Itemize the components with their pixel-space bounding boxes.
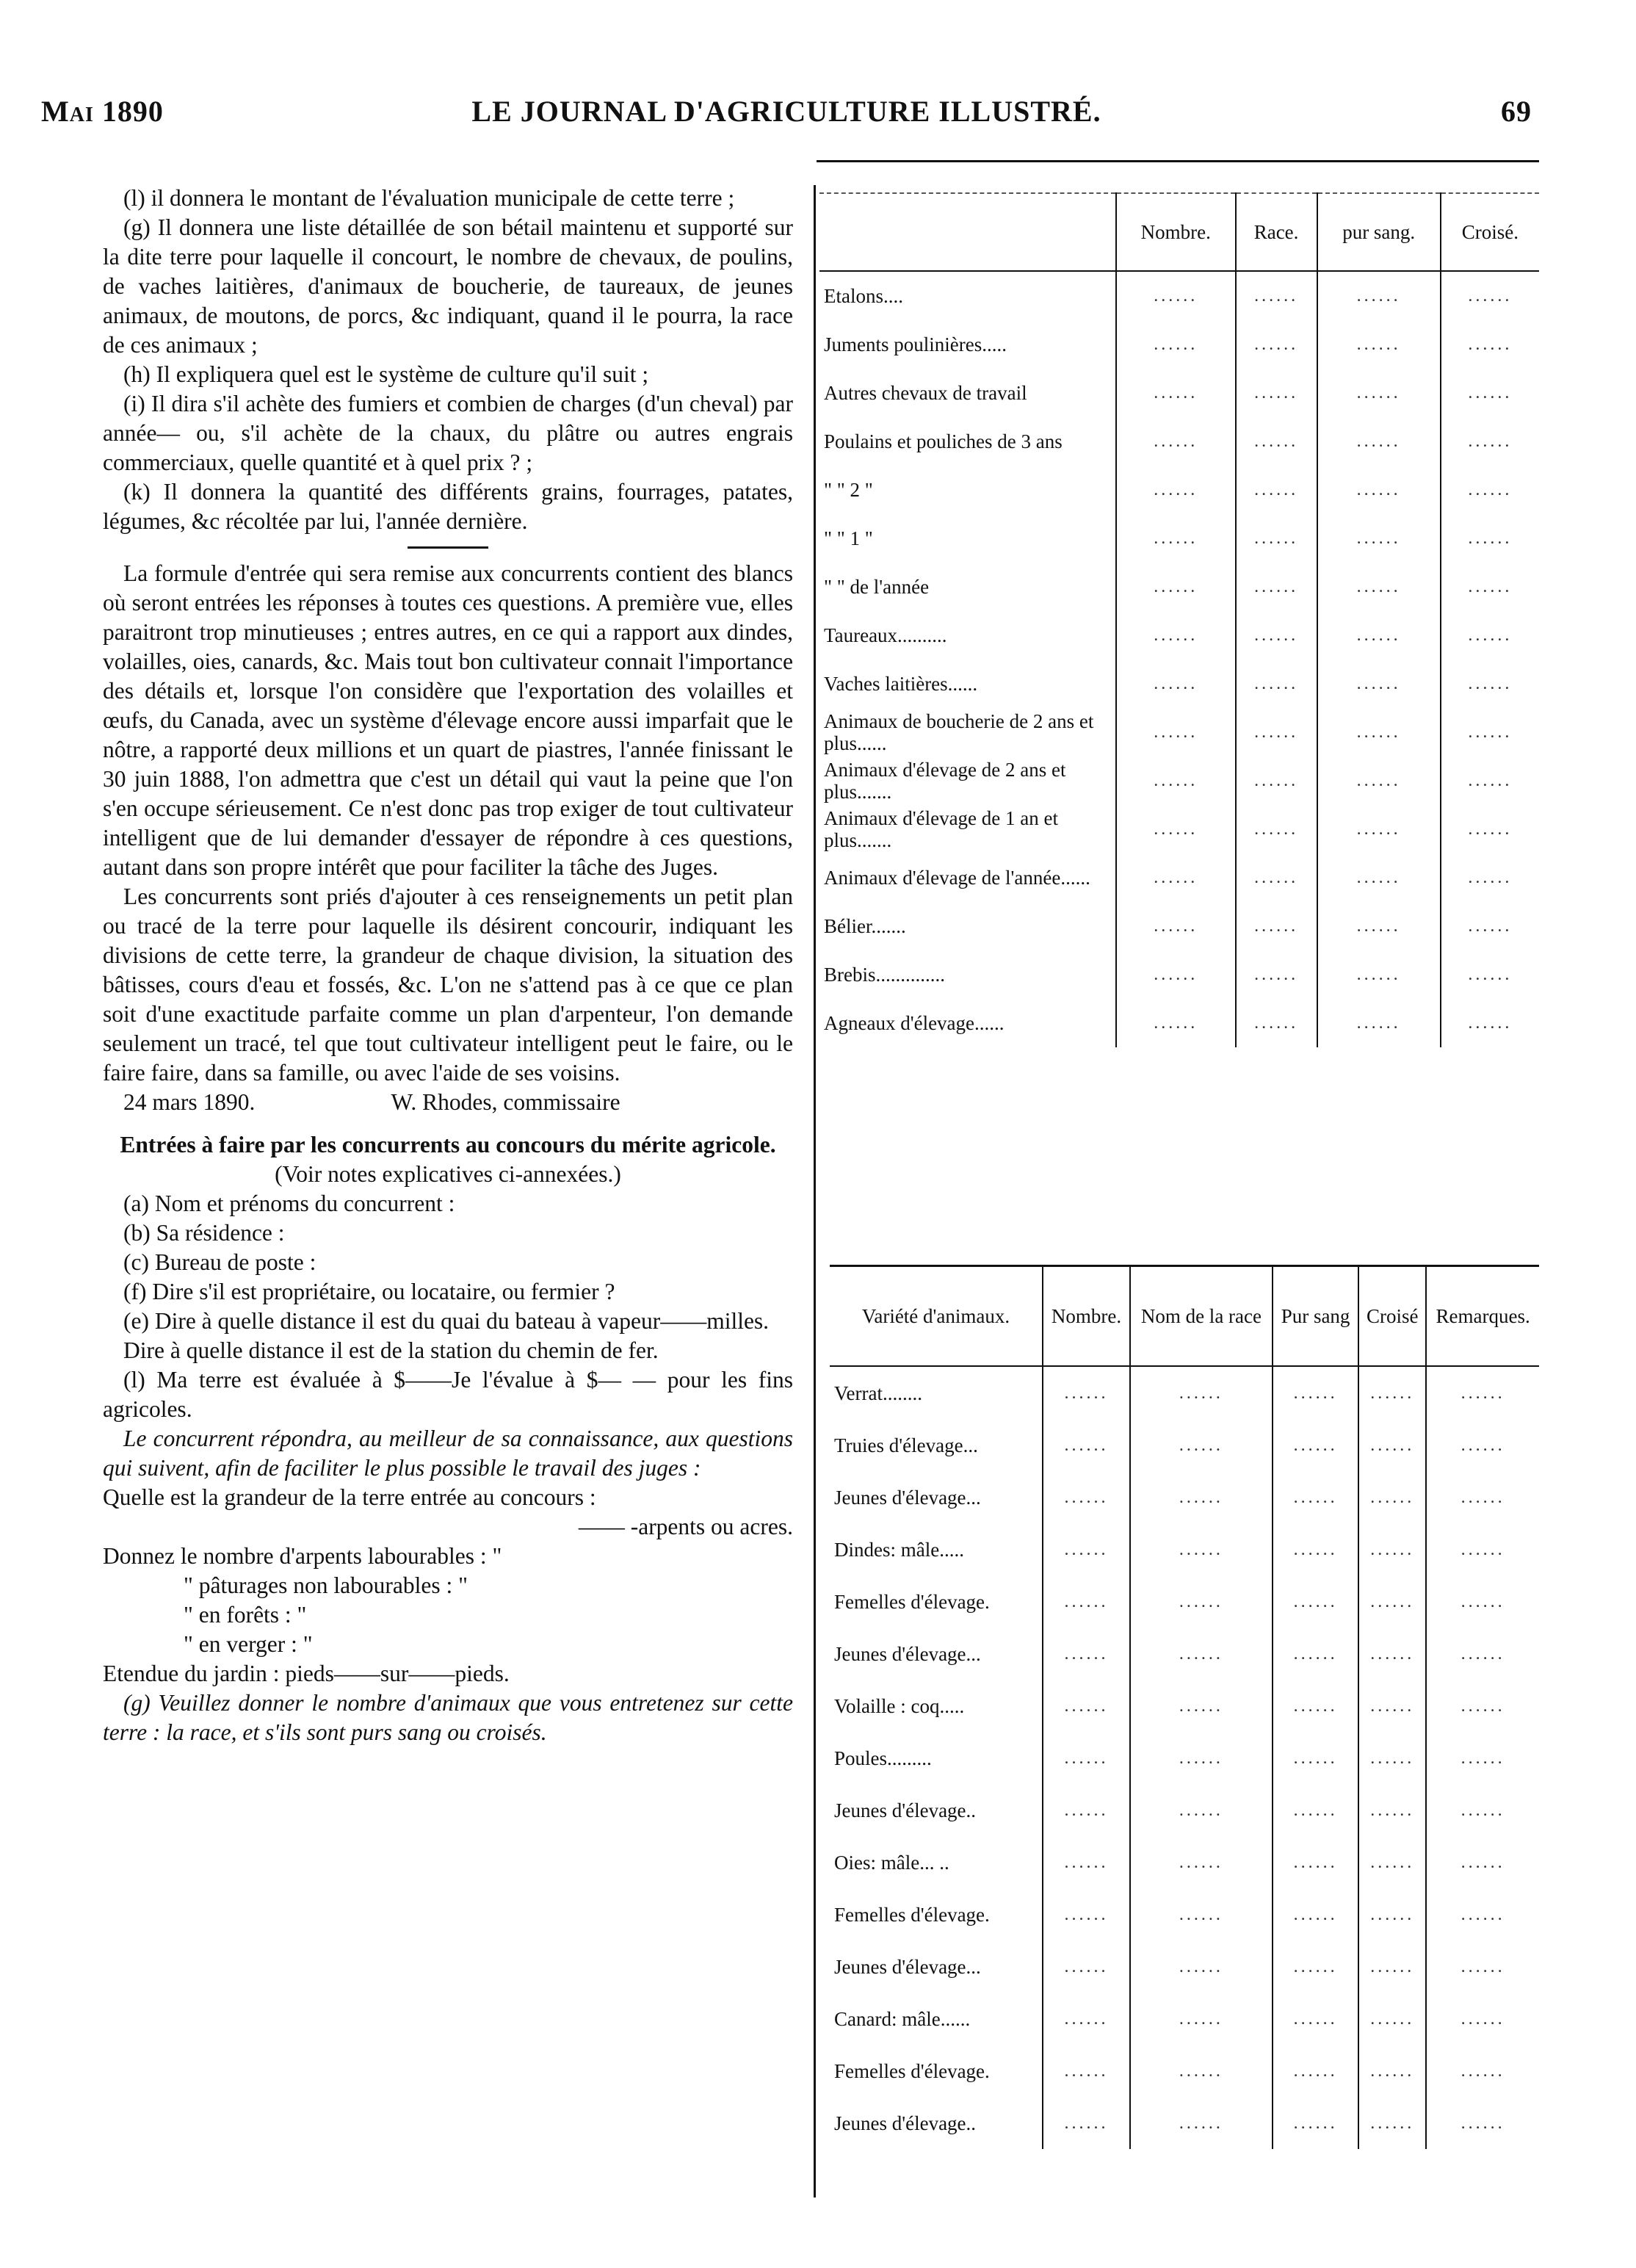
row-label: Jeunes d'élevage...: [834, 1955, 981, 1978]
entry-cell[interactable]: ......: [1441, 708, 1539, 756]
entry-cell[interactable]: ......: [1236, 320, 1317, 369]
entry-cell[interactable]: ......: [1273, 1993, 1358, 2045]
row-label: Volaille : coq.....: [834, 1694, 965, 1717]
signature-date: 24 mars 1890.: [123, 1089, 256, 1115]
arpents-line-1: Donnez le nombre d'arpents labourables : ": [103, 1543, 502, 1569]
table-row: [819, 320, 1539, 369]
land-answer: —— -arpents ou acres.: [578, 1514, 793, 1539]
entry-cell[interactable]: ......: [1317, 853, 1441, 902]
table-row: [819, 708, 1539, 756]
table-row: [830, 1993, 1539, 2045]
entry-cell[interactable]: ......: [1273, 1419, 1358, 1471]
table-row: [819, 611, 1539, 660]
entry-cell[interactable]: ......: [1317, 902, 1441, 950]
entry-cell[interactable]: ......: [1130, 1575, 1273, 1628]
entry-cell[interactable]: ......: [1116, 853, 1236, 902]
row-label: Canard: mâle......: [834, 2007, 971, 2030]
entry-cell[interactable]: ......: [1441, 417, 1539, 466]
entry-cell[interactable]: ......: [1358, 1784, 1426, 1836]
entry-cell[interactable]: ......: [1317, 369, 1441, 417]
entry-cell[interactable]: ......: [1130, 1628, 1273, 1680]
table-row: [830, 2097, 1539, 2149]
entry-cell[interactable]: ......: [1317, 320, 1441, 369]
entry-cell[interactable]: ......: [1317, 756, 1441, 805]
form-item-c: (c) Bureau de poste :: [123, 1249, 316, 1275]
entry-cell[interactable]: ......: [1043, 1471, 1130, 1523]
row-label: Poules.........: [834, 1747, 932, 1769]
entry-cell[interactable]: ......: [1358, 1732, 1426, 1784]
entry-cell[interactable]: ......: [1130, 1366, 1273, 1419]
page-header: [41, 94, 1532, 138]
entry-cell[interactable]: ......: [1441, 756, 1539, 805]
header-nombre: Nombre.: [1116, 193, 1236, 271]
entry-cell[interactable]: ......: [1426, 1419, 1539, 1471]
entry-cell[interactable]: ......: [1236, 563, 1317, 611]
entry-cell[interactable]: ......: [1236, 950, 1317, 999]
entry-cell[interactable]: ......: [1130, 1471, 1273, 1523]
row-label: Jeunes d'élevage..: [834, 2112, 977, 2134]
entry-cell[interactable]: ......: [1236, 805, 1317, 853]
entry-cell[interactable]: ......: [1317, 417, 1441, 466]
table-row: [819, 902, 1539, 950]
entry-cell[interactable]: ......: [1130, 1680, 1273, 1732]
row-label: Etalons....: [824, 285, 903, 307]
entry-cell[interactable]: ......: [1273, 1836, 1358, 1888]
row-label: Taureaux..........: [824, 624, 947, 646]
entry-cell[interactable]: ......: [1441, 805, 1539, 853]
entry-cell[interactable]: ......: [1426, 1940, 1539, 1993]
entry-cell[interactable]: ......: [1273, 2097, 1358, 2149]
horses-cattle-table: [819, 192, 1539, 1047]
entry-cell[interactable]: ......: [1317, 950, 1441, 999]
header-race: Race.: [1236, 193, 1317, 271]
table-row: [830, 1836, 1539, 1888]
table-header-row: [819, 193, 1539, 271]
entry-cell[interactable]: ......: [1441, 466, 1539, 514]
entry-cell[interactable]: ......: [1426, 1888, 1539, 1940]
header-croise: Croisé.: [1441, 193, 1539, 271]
entry-cell[interactable]: ......: [1236, 999, 1317, 1047]
table-header-row: [830, 1266, 1539, 1367]
entry-cell[interactable]: ......: [1130, 1888, 1273, 1940]
table-row: [830, 2045, 1539, 2097]
entry-cell[interactable]: ......: [1236, 369, 1317, 417]
column-divider: [814, 185, 816, 2197]
entry-cell[interactable]: ......: [1130, 1784, 1273, 1836]
entry-cell[interactable]: ......: [1116, 417, 1236, 466]
entry-cell[interactable]: ......: [1043, 1836, 1130, 1888]
row-label: Autres chevaux de travail: [824, 382, 1027, 404]
paragraph-k: (k) Il donnera la quantité des différents grains, fourrages, patates, légumes, &c récoltée par lui, l'année dernière.: [103, 479, 793, 534]
entry-cell[interactable]: ......: [1441, 320, 1539, 369]
entry-cell[interactable]: ......: [1130, 2097, 1273, 2149]
entry-cell[interactable]: ......: [1441, 369, 1539, 417]
form-item-e: (e) Dire à quelle distance il est du quai du bateau à vapeur——milles.: [123, 1308, 770, 1334]
entry-cell[interactable]: ......: [1273, 1940, 1358, 1993]
entry-cell[interactable]: ......: [1358, 1628, 1426, 1680]
form-title: Entrées à faire par les concurrents au concours du mérite agricole.: [120, 1132, 776, 1158]
entry-cell[interactable]: ......: [1273, 1628, 1358, 1680]
entry-cell[interactable]: ......: [1236, 902, 1317, 950]
entry-cell[interactable]: ......: [1043, 1940, 1130, 1993]
entry-cell[interactable]: ......: [1426, 1732, 1539, 1784]
table-row: [819, 660, 1539, 708]
entry-cell[interactable]: ......: [1130, 2045, 1273, 2097]
entry-cell[interactable]: ......: [1130, 1836, 1273, 1888]
row-label: Jeunes d'élevage...: [834, 1486, 981, 1509]
table-row: [830, 1628, 1539, 1680]
entry-cell[interactable]: ......: [1317, 466, 1441, 514]
entry-cell[interactable]: ......: [1116, 902, 1236, 950]
entry-cell[interactable]: ......: [1043, 1366, 1130, 1419]
arpents-line-3: " en forêts : ": [184, 1602, 307, 1628]
table-row: [819, 369, 1539, 417]
table-row: [830, 1680, 1539, 1732]
entry-cell[interactable]: ......: [1426, 2097, 1539, 2149]
entry-cell[interactable]: ......: [1426, 1523, 1539, 1575]
arpents-line-2: " pâturages non labourables : ": [184, 1572, 468, 1598]
header-pur-sang: pur sang.: [1317, 193, 1441, 271]
entry-cell[interactable]: ......: [1130, 1993, 1273, 2045]
header-pur-sang: Pur sang: [1273, 1266, 1358, 1367]
entry-cell[interactable]: ......: [1358, 1680, 1426, 1732]
left-column: [103, 184, 793, 1747]
entry-cell[interactable]: ......: [1317, 660, 1441, 708]
entry-cell[interactable]: ......: [1130, 1940, 1273, 1993]
entry-cell[interactable]: ......: [1043, 1523, 1130, 1575]
entry-cell[interactable]: ......: [1236, 611, 1317, 660]
form-note: (Voir notes explicatives ci-annexées.): [275, 1161, 621, 1187]
row-label: Bélier.......: [824, 915, 906, 937]
table-row: [819, 417, 1539, 466]
entry-cell[interactable]: ......: [1358, 2045, 1426, 2097]
entry-cell[interactable]: ......: [1358, 2097, 1426, 2149]
entry-cell[interactable]: ......: [1441, 660, 1539, 708]
paragraph-g: (g) Il donnera une liste détaillée de son bétail maintenu et supporté sur la dite terre pour laquelle il concourt, le nombre de chevaux, de poulins, de vaches laitières, d'animaux de boucherie, de taureaux, de jeunes animaux, de moutons, de porcs, &c indiquant, quand il le pourra, la race de ces animaux ;: [103, 214, 793, 358]
entry-cell[interactable]: ......: [1043, 1732, 1130, 1784]
entry-cell[interactable]: ......: [1116, 756, 1236, 805]
journal-title: LE JOURNAL D'AGRICULTURE ILLUSTRÉ.: [471, 95, 1101, 128]
entry-cell[interactable]: ......: [1116, 563, 1236, 611]
entry-cell[interactable]: ......: [1426, 1993, 1539, 2045]
entry-cell[interactable]: ......: [1116, 708, 1236, 756]
header-variete: Variété d'animaux.: [830, 1266, 1043, 1367]
entry-cell[interactable]: ......: [1236, 514, 1317, 563]
entry-cell[interactable]: ......: [1043, 1419, 1130, 1471]
entry-cell[interactable]: ......: [1358, 1366, 1426, 1419]
form-item-f: (f) Dire s'il est propriétaire, ou locataire, ou fermier ?: [123, 1279, 615, 1304]
entry-cell[interactable]: ......: [1358, 1419, 1426, 1471]
entry-cell[interactable]: ......: [1043, 1680, 1130, 1732]
entry-cell[interactable]: ......: [1358, 1575, 1426, 1628]
table-row: [830, 1888, 1539, 1940]
land-question: Quelle est la grandeur de la terre entrée au concours :: [103, 1484, 596, 1510]
row-label: Animaux d'élevage de 2 ans et plus.......: [824, 759, 1066, 803]
entry-cell[interactable]: ......: [1236, 271, 1317, 320]
table-row: [819, 563, 1539, 611]
header-remarques: Remarques.: [1426, 1266, 1539, 1367]
signature-name: W. Rhodes, commissaire: [391, 1089, 620, 1115]
row-label: Brebis..............: [824, 964, 945, 986]
paragraph-i: (i) Il dira s'il achète des fumiers et combien de charges (d'un cheval) par année— ou, s'il achète de la chaux, du plâtre ou autres engrais commerciaux, quelle quantité et à quel prix ? ;: [103, 391, 793, 475]
row-label: Truies d'élevage...: [834, 1434, 978, 1456]
entry-cell[interactable]: ......: [1236, 466, 1317, 514]
row-label: " " de l'année: [824, 576, 930, 598]
header-rule: [817, 160, 1539, 162]
header-croise: Croisé: [1358, 1266, 1426, 1367]
table-row: [830, 1523, 1539, 1575]
row-label: Dindes: mâle.....: [834, 1538, 964, 1561]
row-label: Animaux d'élevage de l'année......: [824, 867, 1090, 889]
entry-cell[interactable]: ......: [1273, 1471, 1358, 1523]
entry-cell[interactable]: ......: [1116, 999, 1236, 1047]
table-row: [819, 271, 1539, 320]
entry-cell[interactable]: ......: [1273, 1784, 1358, 1836]
garden-size: Etendue du jardin : pieds——sur——pieds.: [103, 1661, 510, 1686]
entry-cell[interactable]: ......: [1441, 514, 1539, 563]
entry-cell[interactable]: ......: [1043, 1888, 1130, 1940]
entry-cell[interactable]: ......: [1358, 1940, 1426, 1993]
entry-cell[interactable]: ......: [1236, 853, 1317, 902]
entry-cell[interactable]: ......: [1273, 1366, 1358, 1419]
entry-cell[interactable]: ......: [1426, 2045, 1539, 2097]
row-label: Femelles d'élevage.: [834, 1903, 990, 1926]
table-row: [819, 466, 1539, 514]
issue-date: Mai 1890: [41, 95, 164, 128]
form-item-b: (b) Sa résidence :: [123, 1220, 285, 1246]
table-row: [830, 1940, 1539, 1993]
entry-cell[interactable]: ......: [1317, 271, 1441, 320]
signature-line: [103, 1088, 793, 1117]
entry-cell[interactable]: ......: [1116, 611, 1236, 660]
row-label: Verrat........: [834, 1382, 922, 1404]
table-row: [819, 853, 1539, 902]
entry-cell[interactable]: ......: [1043, 1993, 1130, 2045]
entry-cell[interactable]: ......: [1317, 999, 1441, 1047]
entry-cell[interactable]: ......: [1317, 708, 1441, 756]
paragraph-formule: La formule d'entrée qui sera remise aux concurrents contient des blancs où seront entrées les réponses à toutes ces questions. A première vue, elles paraitront trop minutieuses ; entres autres, en ce qui a rapport aux dindes, volailles, oies, canards, &c. Mais tout bon cultivateur connait l'importance des détails et, lorsque l'on considère que l'exportation des volailles et œufs, du Canada, avec un système d'élevage encore aussi imparfait que le nôtre, a rapporté deux millions et un quart de piastres, l'année finissant le 30 juin 1888, l'on admettra que c'est un détail qui vaut la peine que l'on s'en occupe sérieusement. Ce n'est donc pas trop exiger de tout cultivateur intelligent que de lui demander d'essayer de répondre à ces questions, autant dans son propre intérêt que pour faciliter la tâche des Juges.: [103, 560, 793, 880]
entry-cell[interactable]: ......: [1426, 1628, 1539, 1680]
entry-cell[interactable]: ......: [1116, 271, 1236, 320]
entry-cell[interactable]: ......: [1043, 1784, 1130, 1836]
table-row: [819, 950, 1539, 999]
entry-cell[interactable]: ......: [1317, 805, 1441, 853]
entry-cell[interactable]: ......: [1273, 1888, 1358, 1940]
entry-cell[interactable]: ......: [1116, 805, 1236, 853]
table-row: [819, 514, 1539, 563]
entry-cell[interactable]: ......: [1426, 1680, 1539, 1732]
arpents-line-4: " en verger : ": [184, 1631, 313, 1657]
entry-cell[interactable]: ......: [1426, 1471, 1539, 1523]
entry-cell[interactable]: ......: [1116, 320, 1236, 369]
entry-cell[interactable]: ......: [1426, 1575, 1539, 1628]
table-row: [819, 805, 1539, 853]
entry-cell[interactable]: ......: [1130, 1419, 1273, 1471]
paragraph-l: (l) il donnera le montant de l'évaluation municipale de cette terre ;: [123, 185, 735, 211]
table-row: [819, 999, 1539, 1047]
entry-cell[interactable]: ......: [1043, 2045, 1130, 2097]
row-label: Animaux d'élevage de 1 an et plus.......: [824, 807, 1058, 851]
entry-cell[interactable]: ......: [1116, 369, 1236, 417]
row-label: " " 1 ": [824, 527, 873, 549]
entry-cell[interactable]: ......: [1441, 902, 1539, 950]
entry-cell[interactable]: ......: [1116, 466, 1236, 514]
entry-cell[interactable]: ......: [1441, 853, 1539, 902]
poultry-pigs-table: [830, 1265, 1539, 2149]
entry-cell[interactable]: ......: [1441, 611, 1539, 660]
entry-cell[interactable]: ......: [1317, 563, 1441, 611]
entry-cell[interactable]: ......: [1273, 1523, 1358, 1575]
italic-instruction: Le concurrent répondra, au meilleur de sa connaissance, aux questions qui suivent, afin de faciliter le plus possible le travail des juges :: [103, 1426, 793, 1481]
entry-cell[interactable]: ......: [1236, 660, 1317, 708]
entry-cell[interactable]: ......: [1130, 1523, 1273, 1575]
entry-cell[interactable]: ......: [1273, 2045, 1358, 2097]
row-label: Agneaux d'élevage......: [824, 1012, 1005, 1034]
entry-cell[interactable]: ......: [1236, 708, 1317, 756]
entry-cell[interactable]: ......: [1426, 1836, 1539, 1888]
entry-cell[interactable]: ......: [1358, 1993, 1426, 2045]
header-empty: [819, 193, 1116, 271]
entry-cell[interactable]: ......: [1441, 999, 1539, 1047]
table-row: [830, 1366, 1539, 1419]
table-row: [830, 1784, 1539, 1836]
entry-cell[interactable]: ......: [1358, 1523, 1426, 1575]
entry-cell[interactable]: ......: [1317, 611, 1441, 660]
table-row: [830, 1471, 1539, 1523]
form-item-valuation: (l) Ma terre est évaluée à $——Je l'évalue à $— — pour les fins agricoles.: [103, 1367, 793, 1422]
entry-cell[interactable]: ......: [1043, 2097, 1130, 2149]
paragraph-concurrents: Les concurrents sont priés d'ajouter à ces renseignements un petit plan ou tracé de la terre pour laquelle ils désirent concourir, indiquant les divisions de cette terre, la grandeur de chaque division, la situation des bâtisses, cours d'eau et fossés, &c. L'on ne s'attend pas à ce que ce plan soit d'une exactitude parfaite comme un plan d'arpenteur, l'on demande seulement un tracé, tel que tout cultivateur intelligent peut le faire, ou le faire faire, dans sa famille, ou avec l'aide de ses voisins.: [103, 884, 793, 1086]
form-item-a: (a) Nom et prénoms du concurrent :: [123, 1191, 455, 1216]
entry-cell[interactable]: ......: [1130, 1732, 1273, 1784]
table-row: [819, 756, 1539, 805]
entry-cell[interactable]: ......: [1441, 563, 1539, 611]
entry-cell[interactable]: ......: [1317, 514, 1441, 563]
entry-cell[interactable]: ......: [1358, 1888, 1426, 1940]
entry-cell[interactable]: ......: [1043, 1575, 1130, 1628]
form-item-railway: Dire à quelle distance il est de la station du chemin de fer.: [123, 1337, 659, 1363]
entry-cell[interactable]: ......: [1273, 1732, 1358, 1784]
row-label: Juments poulinières.....: [824, 333, 1007, 355]
row-label: Femelles d'élevage.: [834, 1590, 990, 1613]
row-label: " " 2 ": [824, 479, 873, 501]
row-label: Jeunes d'élevage...: [834, 1642, 981, 1665]
entry-cell[interactable]: ......: [1358, 1836, 1426, 1888]
entry-cell[interactable]: ......: [1236, 417, 1317, 466]
row-label: Animaux de boucherie de 2 ans et plus......: [824, 710, 1094, 754]
entry-cell[interactable]: ......: [1236, 756, 1317, 805]
entry-cell[interactable]: ......: [1116, 950, 1236, 999]
row-label: Femelles d'élevage.: [834, 2059, 990, 2082]
row-label: Jeunes d'élevage..: [834, 1799, 977, 1821]
entry-cell[interactable]: ......: [1441, 271, 1539, 320]
row-label: Vaches laitières......: [824, 673, 978, 695]
entry-cell[interactable]: ......: [1273, 1680, 1358, 1732]
entry-cell[interactable]: ......: [1426, 1366, 1539, 1419]
entry-cell[interactable]: ......: [1426, 1784, 1539, 1836]
entry-cell[interactable]: ......: [1273, 1575, 1358, 1628]
entry-cell[interactable]: ......: [1116, 514, 1236, 563]
entry-cell[interactable]: ......: [1441, 950, 1539, 999]
entry-cell[interactable]: ......: [1358, 1471, 1426, 1523]
table-row: [830, 1575, 1539, 1628]
header-nombre: Nombre.: [1043, 1266, 1130, 1367]
entry-cell[interactable]: ......: [1043, 1628, 1130, 1680]
header-nom-race: Nom de la race: [1130, 1266, 1273, 1367]
table-row: [830, 1419, 1539, 1471]
entry-cell[interactable]: ......: [1116, 660, 1236, 708]
final-instruction: (g) Veuillez donner le nombre d'animaux que vous entretenez sur cette terre : la race, et s'ils sont purs sang ou croisés.: [103, 1690, 793, 1745]
row-label: Poulains et pouliches de 3 ans: [824, 430, 1063, 452]
row-label: Oies: mâle... ..: [834, 1851, 949, 1874]
section-separator: [408, 546, 488, 549]
paragraph-h: (h) Il expliquera quel est le système de culture qu'il suit ;: [123, 361, 649, 387]
table-row: [830, 1732, 1539, 1784]
page-number: 69: [1501, 95, 1532, 128]
